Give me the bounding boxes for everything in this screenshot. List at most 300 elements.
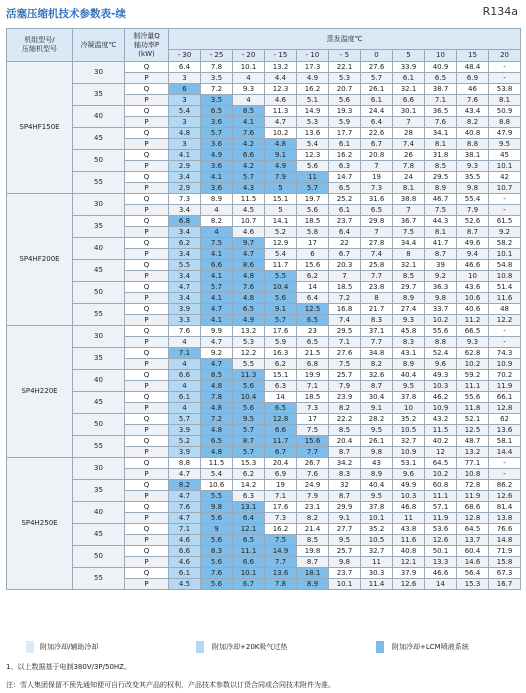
value-cell: 6.1 (329, 205, 361, 216)
value-cell: 5.9 (265, 337, 297, 348)
table-row (7, 238, 521, 249)
value-cell: 29.5 (425, 172, 457, 183)
value-cell: 23.7 (329, 216, 361, 227)
value-cell: 7.6 (425, 117, 457, 128)
value-cell: 7.9 (297, 491, 329, 502)
value-cell: 19 (265, 480, 297, 491)
value-cell: 7.8 (201, 392, 233, 403)
value-cell: 4.7 (265, 117, 297, 128)
param-cell: P (125, 315, 169, 326)
table-row (7, 106, 521, 117)
value-cell: 24.4 (361, 106, 393, 117)
value-cell: 9.8 (201, 502, 233, 513)
value-cell: 10.3 (425, 381, 457, 392)
value-cell: 18.1 (297, 568, 329, 579)
value-cell: 6.5 (329, 183, 361, 194)
value-cell: 9.5 (393, 381, 425, 392)
param-cell: P (125, 117, 169, 128)
param-cell: Q (125, 502, 169, 513)
value-cell: 7.5 (201, 238, 233, 249)
cond-temp-cell: 45 (73, 524, 125, 546)
value-cell: 4.9 (265, 161, 297, 172)
value-cell: 14.9 (297, 106, 329, 117)
value-cell: 3.5 (201, 95, 233, 106)
legend-swatch-2 (196, 641, 204, 653)
value-cell: 43.1 (393, 348, 425, 359)
value-cell: 9.8 (361, 447, 393, 458)
value-cell: 46.8 (393, 502, 425, 513)
evap-temp-header: - 5 (329, 50, 361, 62)
value-cell: 10.5 (361, 535, 393, 546)
param-cell: P (125, 249, 169, 260)
refrigerant-code: R134a (482, 5, 518, 18)
value-cell: 40.8 (457, 128, 489, 139)
value-cell: 3.4 (169, 205, 201, 216)
value-cell: 7.9 (329, 381, 361, 392)
value-cell: 7.1 (265, 491, 297, 502)
value-cell: 8.2 (201, 216, 233, 227)
value-cell: 9.1 (265, 304, 297, 315)
page-title: 活塞压缩机技术参数表-续 (6, 8, 126, 20)
value-cell: 8.6 (233, 260, 265, 271)
value-cell: 55.6 (425, 326, 457, 337)
value-cell: 7.1 (169, 348, 201, 359)
value-cell: 8.9 (361, 469, 393, 480)
value-cell: 17.3 (297, 62, 329, 73)
value-cell: 36.3 (425, 282, 457, 293)
value-cell: 6.3 (329, 161, 361, 172)
value-cell: 10.2 (425, 469, 457, 480)
value-cell: 8.1 (425, 139, 457, 150)
value-cell: 22 (329, 238, 361, 249)
value-cell: 41.7 (425, 238, 457, 249)
value-cell: 9.3 (233, 84, 265, 95)
value-cell: 8.8 (457, 139, 489, 150)
value-cell: 6.5 (233, 535, 265, 546)
value-cell: 35.2 (361, 524, 393, 535)
value-cell: 14.7 (329, 172, 361, 183)
value-cell: 7.4 (393, 139, 425, 150)
value-cell: 7.1 (297, 381, 329, 392)
value-cell: 20.4 (329, 436, 361, 447)
value-cell: 62 (489, 414, 521, 425)
value-cell: 6.7 (329, 249, 361, 260)
value-cell: 7.8 (393, 161, 425, 172)
cond-temp-cell: 45 (73, 128, 125, 150)
value-cell: 8.5 (393, 271, 425, 282)
value-cell: - (489, 194, 521, 205)
value-cell: 6.1 (329, 139, 361, 150)
value-cell: 3 (169, 139, 201, 150)
value-cell: 7.3 (169, 194, 201, 205)
table-row (7, 62, 521, 73)
value-cell: 3.6 (201, 161, 233, 172)
model-name: SP4HF200E (7, 194, 73, 326)
evap-temp-header: 15 (457, 50, 489, 62)
value-cell: 4.7 (201, 359, 233, 370)
legend-label-2: 附加冷却+20K吸气过热 (212, 643, 288, 651)
value-cell: 5.6 (329, 95, 361, 106)
value-cell: 7.1 (169, 524, 201, 535)
value-cell: 49.3 (425, 370, 457, 381)
value-cell: 4.3 (233, 183, 265, 194)
value-cell: 57.1 (425, 502, 457, 513)
value-cell: 42 (489, 172, 521, 183)
table-row (7, 524, 521, 535)
value-cell: 6.4 (169, 62, 201, 73)
value-cell: 45.8 (393, 326, 425, 337)
value-cell: 10.9 (393, 447, 425, 458)
evap-temp-header: 5 (393, 50, 425, 62)
table-row (7, 392, 521, 403)
table-row (7, 502, 521, 513)
value-cell: 4.8 (233, 271, 265, 282)
param-cell: Q (125, 216, 169, 227)
value-cell: 10.1 (233, 568, 265, 579)
value-cell: 7.8 (265, 579, 297, 590)
value-cell: 11.9 (425, 513, 457, 524)
value-cell: 4.6 (169, 535, 201, 546)
value-cell: 52.6 (457, 216, 489, 227)
value-cell: 59.2 (457, 370, 489, 381)
value-cell: 40.8 (393, 546, 425, 557)
value-cell: 5.7 (361, 73, 393, 84)
value-cell: 4.1 (169, 150, 201, 161)
param-cell: P (125, 205, 169, 216)
value-cell: 39 (425, 260, 457, 271)
param-cell: P (125, 161, 169, 172)
value-cell: 66.5 (457, 326, 489, 337)
value-cell: 17.7 (329, 128, 361, 139)
value-cell: 6.3 (233, 491, 265, 502)
value-cell: 7.6 (297, 469, 329, 480)
legend-label-1: 附加冷却/辅助冷却 (40, 643, 99, 651)
value-cell: 22.6 (361, 128, 393, 139)
value-cell: 68.6 (457, 502, 489, 513)
value-cell: 12.1 (233, 524, 265, 535)
table-row (7, 304, 521, 315)
value-cell: 7.6 (169, 326, 201, 337)
value-cell: 4 (169, 381, 201, 392)
param-cell: Q (125, 304, 169, 315)
value-cell: 7 (329, 271, 361, 282)
value-cell: 29.7 (393, 282, 425, 293)
param-cell: Q (125, 546, 169, 557)
evap-temp-header: - 20 (233, 50, 265, 62)
value-cell: 23.8 (361, 282, 393, 293)
value-cell: 8.2 (457, 117, 489, 128)
value-cell: 11.9 (457, 491, 489, 502)
param-cell: P (125, 381, 169, 392)
value-cell: 10.6 (201, 480, 233, 491)
cond-temp-cell: 50 (73, 546, 125, 568)
parameter-table (6, 28, 521, 590)
value-cell: 19.7 (297, 194, 329, 205)
value-cell: 7.6 (457, 95, 489, 106)
value-cell: 7.6 (169, 502, 201, 513)
value-cell: 7.2 (329, 293, 361, 304)
value-cell: 24.9 (297, 480, 329, 491)
param-cell: Q (125, 238, 169, 249)
value-cell: 6.5 (201, 436, 233, 447)
value-cell: 7.5 (393, 227, 425, 238)
value-cell: 12.6 (393, 579, 425, 590)
param-cell: P (125, 535, 169, 546)
value-cell: 8.5 (329, 425, 361, 436)
value-cell: 11.6 (489, 293, 521, 304)
value-cell: 11 (393, 513, 425, 524)
value-cell: 15.3 (233, 458, 265, 469)
value-cell: 8.8 (489, 117, 521, 128)
value-cell: 9.2 (489, 227, 521, 238)
value-cell: 28 (393, 128, 425, 139)
evap-temp-header: - 10 (297, 50, 329, 62)
value-cell: 32 (329, 480, 361, 491)
value-cell: 8.7 (457, 227, 489, 238)
value-cell: 37.8 (393, 392, 425, 403)
value-cell: 51.4 (489, 282, 521, 293)
value-cell: 8.7 (361, 381, 393, 392)
value-cell: 4.7 (201, 337, 233, 348)
value-cell: 8.1 (425, 227, 457, 238)
value-cell: 4 (169, 359, 201, 370)
value-cell: 67.3 (489, 568, 521, 579)
value-cell: 4.7 (169, 513, 201, 524)
table-row (7, 348, 521, 359)
value-cell: 6.4 (329, 227, 361, 238)
value-cell: 13.2 (457, 447, 489, 458)
value-cell: 4.7 (169, 491, 201, 502)
value-cell: 49.9 (393, 480, 425, 491)
param-cell: P (125, 95, 169, 106)
value-cell: 8.2 (297, 513, 329, 524)
cond-temp-cell: 35 (73, 84, 125, 106)
value-cell: 6.8 (297, 359, 329, 370)
value-cell: 4.8 (169, 128, 201, 139)
value-cell: 14 (425, 579, 457, 590)
param-cell: P (125, 513, 169, 524)
value-cell: 16.2 (297, 84, 329, 95)
value-cell: 11 (361, 557, 393, 568)
value-cell: 14 (297, 282, 329, 293)
value-cell: 11.3 (265, 106, 297, 117)
param-cell: Q (125, 414, 169, 425)
value-cell: 40.9 (425, 62, 457, 73)
value-cell: 6.6 (233, 557, 265, 568)
value-cell: 19 (361, 172, 393, 183)
value-cell: 28.2 (361, 414, 393, 425)
value-cell: 8.7 (329, 447, 361, 458)
param-cell: Q (125, 106, 169, 117)
table-row (7, 546, 521, 557)
value-cell: 4.2 (233, 161, 265, 172)
value-cell: 4.1 (201, 315, 233, 326)
header-cond-temp: 冷凝温度℃ (73, 29, 125, 62)
value-cell: 4.6 (169, 557, 201, 568)
cond-temp-cell: 30 (73, 458, 125, 480)
value-cell: 10.9 (425, 403, 457, 414)
value-cell: 22.1 (329, 62, 361, 73)
value-cell: 14.2 (233, 480, 265, 491)
value-cell: 38.1 (457, 150, 489, 161)
value-cell: 10.6 (457, 293, 489, 304)
value-cell: 10.1 (329, 579, 361, 590)
value-cell: 43 (361, 458, 393, 469)
value-cell: 5.6 (233, 381, 265, 392)
value-cell: 46.6 (457, 260, 489, 271)
value-cell: - (489, 458, 521, 469)
value-cell: 9.5 (361, 491, 393, 502)
cond-temp-cell: 40 (73, 502, 125, 524)
value-cell: 8.5 (233, 106, 265, 117)
value-cell: 8.8 (169, 458, 201, 469)
value-cell: 4 (233, 95, 265, 106)
value-cell: 4.1 (201, 293, 233, 304)
value-cell: 12.3 (297, 150, 329, 161)
value-cell: 5.8 (297, 227, 329, 238)
value-cell: 31.8 (425, 150, 457, 161)
value-cell: 4.7 (169, 469, 201, 480)
value-cell: 33.9 (393, 62, 425, 73)
value-cell: 34.1 (425, 128, 457, 139)
value-cell: 5 (265, 183, 297, 194)
value-cell: 6.6 (169, 546, 201, 557)
value-cell: 6.1 (169, 568, 201, 579)
value-cell: 4.4 (265, 73, 297, 84)
value-cell: 8.3 (393, 337, 425, 348)
value-cell: 56.4 (457, 568, 489, 579)
value-cell: 6.5 (297, 337, 329, 348)
value-cell: 4 (201, 205, 233, 216)
value-cell: 5.7 (265, 315, 297, 326)
value-cell: 7.7 (361, 271, 393, 282)
value-cell: 62.8 (457, 348, 489, 359)
value-cell: - (489, 326, 521, 337)
value-cell: 6.2 (233, 469, 265, 480)
evap-temp-header: - 15 (265, 50, 297, 62)
value-cell: 5.1 (297, 95, 329, 106)
value-cell: 4.9 (233, 315, 265, 326)
value-cell: 4 (201, 227, 233, 238)
param-cell: P (125, 491, 169, 502)
value-cell: 34.2 (329, 458, 361, 469)
value-cell: 5.4 (169, 106, 201, 117)
value-cell: 6.5 (265, 403, 297, 414)
value-cell: 3.9 (169, 447, 201, 458)
value-cell: 5.4 (265, 249, 297, 260)
value-cell: 9.6 (393, 469, 425, 480)
value-cell: 6.7 (361, 139, 393, 150)
param-cell: Q (125, 326, 169, 337)
value-cell: 7 (361, 227, 393, 238)
value-cell: 6.7 (265, 447, 297, 458)
cond-temp-cell: 55 (73, 436, 125, 458)
value-cell: 5.5 (201, 491, 233, 502)
value-cell: 18.5 (329, 282, 361, 293)
value-cell: 15.8 (489, 557, 521, 568)
param-cell: P (125, 359, 169, 370)
value-cell: 9.8 (425, 293, 457, 304)
value-cell: 53.1 (393, 458, 425, 469)
evap-temp-header: - 30 (169, 50, 201, 62)
table-row (7, 282, 521, 293)
value-cell: 9.2 (425, 271, 457, 282)
cond-temp-cell: 55 (73, 568, 125, 590)
value-cell: 3.9 (169, 304, 201, 315)
value-cell: 10.3 (393, 491, 425, 502)
cond-temp-cell: 50 (73, 414, 125, 436)
table-row (7, 568, 521, 579)
value-cell: 5.2 (169, 436, 201, 447)
value-cell: 7.5 (265, 535, 297, 546)
value-cell: 6 (297, 249, 329, 260)
value-cell: 5.6 (201, 579, 233, 590)
value-cell: 3.4 (169, 293, 201, 304)
table-row (7, 414, 521, 425)
value-cell: 13.2 (233, 326, 265, 337)
value-cell: 10 (393, 403, 425, 414)
value-cell: 27.6 (361, 62, 393, 73)
value-cell: 55.4 (457, 194, 489, 205)
note-1: 1、以上数据基于电制380V/3P/50HZ。 (6, 663, 131, 671)
param-cell: P (125, 271, 169, 282)
value-cell: 4.2 (233, 139, 265, 150)
value-cell: 11.7 (265, 436, 297, 447)
value-cell: 8 (393, 249, 425, 260)
value-cell: 5.5 (233, 359, 265, 370)
value-cell: 4.5 (233, 205, 265, 216)
cond-temp-cell: 30 (73, 194, 125, 216)
value-cell: 7.1 (329, 337, 361, 348)
value-cell: 9.1 (361, 403, 393, 414)
model-name: SP4H250E (7, 458, 73, 590)
value-cell: 6.2 (297, 271, 329, 282)
value-cell: 8.9 (201, 194, 233, 205)
value-cell: 13.8 (489, 513, 521, 524)
value-cell: 34.8 (361, 348, 393, 359)
value-cell: 6.4 (297, 293, 329, 304)
value-cell: 6.5 (297, 315, 329, 326)
value-cell: 27.7 (329, 524, 361, 535)
value-cell: 14 (265, 392, 297, 403)
value-cell: 24 (393, 172, 425, 183)
value-cell: 7.8 (201, 62, 233, 73)
param-cell: P (125, 557, 169, 568)
value-cell: 13.3 (425, 557, 457, 568)
value-cell: 12.5 (297, 304, 329, 315)
value-cell: 66.1 (489, 392, 521, 403)
value-cell: 30.4 (361, 392, 393, 403)
value-cell: 7.3 (361, 183, 393, 194)
param-cell: Q (125, 348, 169, 359)
value-cell: 7 (393, 205, 425, 216)
value-cell: 54.8 (489, 260, 521, 271)
value-cell: 44.3 (425, 216, 457, 227)
value-cell: 13.1 (233, 502, 265, 513)
value-cell: 48 (489, 304, 521, 315)
cond-temp-cell: 35 (73, 480, 125, 502)
value-cell: 4.1 (201, 271, 233, 282)
value-cell: 23.1 (297, 502, 329, 513)
value-cell: 43.2 (425, 414, 457, 425)
value-cell: 7.6 (233, 128, 265, 139)
value-cell: 35.5 (457, 172, 489, 183)
legend-swatch-1 (26, 641, 34, 653)
value-cell: 3.5 (201, 73, 233, 84)
value-cell: 4.8 (265, 139, 297, 150)
value-cell: 11.7 (265, 260, 297, 271)
value-cell: 5.4 (297, 139, 329, 150)
